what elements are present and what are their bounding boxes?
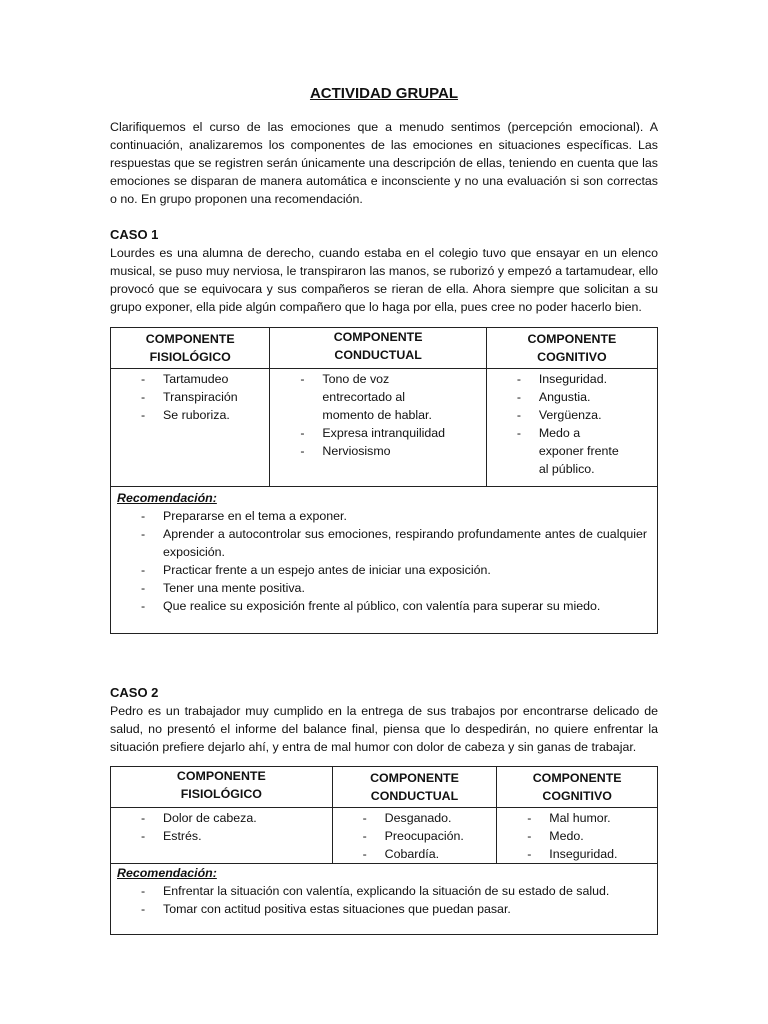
case1-values-row [111,369,658,487]
list-item: - Prepararse en el tema a exponer. [111,507,657,525]
case2-recommendation-title: Recomendación: [117,866,217,880]
list-item: - Aprender a autocontrolar sus emociones, respirando profundamente antes de cualquier exposición. [111,525,657,561]
case2-table [110,766,658,935]
list-item: - Vergüenza. [487,406,623,424]
case1-fisiologico-cell [111,369,270,487]
list-item: - Preocupación. [333,827,497,845]
case2-recommendation-list [111,882,657,918]
case2-fisiologico-list [111,809,332,845]
case2-conductual-list [333,809,497,863]
case1-conductual-list [270,370,485,460]
list-item: - Inseguridad. [497,845,657,863]
case2-cognitivo-list [497,809,657,863]
case1-fisiologico-list [111,370,269,424]
case1-table [110,327,658,634]
case2-cognitivo-cell [497,808,658,864]
header-fisiologico: COMPONENTE FISIOLÓGICO [111,767,333,808]
case1-paragraph: Lourdes es una alumna de derecho, cuando estaba en el colegio tuvo que ensayar en un elenco musical, se puso muy nerviosa, le transpiraron las manos, se ruborizó y empezó a tartamudear, ello provocó que se equivocara y sus compañeros se rieran de ella. Ahora siempre que solicitan a su grupo exponer, ella pide algún compañero que lo haga por ella, pues cree no poder hacerlo bien. [110,246,658,314]
list-item: - Que realice su exposición frente al público, con valentía para superar su miedo. [111,597,657,615]
case1-cognitivo-cell [486,369,657,487]
case2-fisiologico-cell [111,808,333,864]
case1-conductual-cell [270,369,486,487]
list-item: - Se ruboriza. [111,406,269,424]
list-item: - Tartamudeo [111,370,269,388]
list-item: - Tono de voz entrecortado al momento de hablar. [270,370,455,424]
intro-paragraph: Clarifiquemos el curso de las emociones que a menudo sentimos (percepción emocional). A continuación, analizaremos los componentes de las emociones en situaciones específicas. Las respuestas que se registren serán únicamente una descripción de ellas, teniendo en cuenta que las emociones se disparan de manera automática e inconsciente y no una evaluación si son correctas o no. En grupo proponen una recomendación. [110,120,658,206]
list-item: - Angustia. [487,388,623,406]
list-item: - Mal humor. [497,809,657,827]
list-item: - Tener una mente positiva. [111,579,657,597]
case1-cognitivo-list [487,370,657,478]
list-item: - Medo. [497,827,657,845]
list-item: - Nerviosismo [270,442,455,460]
case2-heading: CASO 2 [110,685,159,700]
document-page [110,84,658,935]
header-cognitivo: COMPONENTE COGNITIVO [486,328,657,369]
case1-recommendation-title: Recomendación: [117,491,217,505]
case2-recommendation-row [111,864,658,935]
case2-conductual-cell [332,808,497,864]
list-item: - Practicar frente a un espejo antes de iniciar una exposición. [111,561,657,579]
case1-header-row [111,328,658,369]
list-item: - Inseguridad. [487,370,623,388]
list-item: - Medo a exponer frente al público. [487,424,623,478]
document-title: ACTIVIDAD GRUPAL [309,85,459,102]
header-cognitivo: COMPONENTE COGNITIVO [497,767,658,808]
header-conductual: COMPONENTE CONDUCTUAL [270,328,486,369]
case2-header-row [111,767,658,808]
header-conductual: COMPONENTE CONDUCTUAL [332,767,497,808]
list-item: - Dolor de cabeza. [111,809,332,827]
case1-recommendation-list [111,507,657,615]
list-item: - Expresa intranquilidad [270,424,455,442]
case1-heading: CASO 1 [110,227,159,242]
list-item: - Estrés. [111,827,332,845]
list-item: - Cobardía. [333,845,497,863]
case2-recommendation-cell [111,864,658,935]
case2-values-row [111,808,658,864]
header-fisiologico: COMPONENTE FISIOLÓGICO [111,328,270,369]
case2-paragraph: Pedro es un trabajador muy cumplido en la entrega de sus trabajos por encontrarse delicado de salud, no presentó el informe del balance final, piensa que lo despedirán, no quiere enfrentar la situación prefiere dejarlo ahí, y entra de mal humor con dolor de cabeza y sin ganas de trabajar. [110,704,658,754]
list-item: - Desganado. [333,809,497,827]
list-item: - Tomar con actitud positiva estas situaciones que puedan pasar. [111,900,657,918]
list-item: - Transpiración [111,388,269,406]
list-item: - Enfrentar la situación con valentía, explicando la situación de su estado de salud. [111,882,657,900]
case1-recommendation-cell [111,487,658,634]
case1-recommendation-row [111,487,658,634]
